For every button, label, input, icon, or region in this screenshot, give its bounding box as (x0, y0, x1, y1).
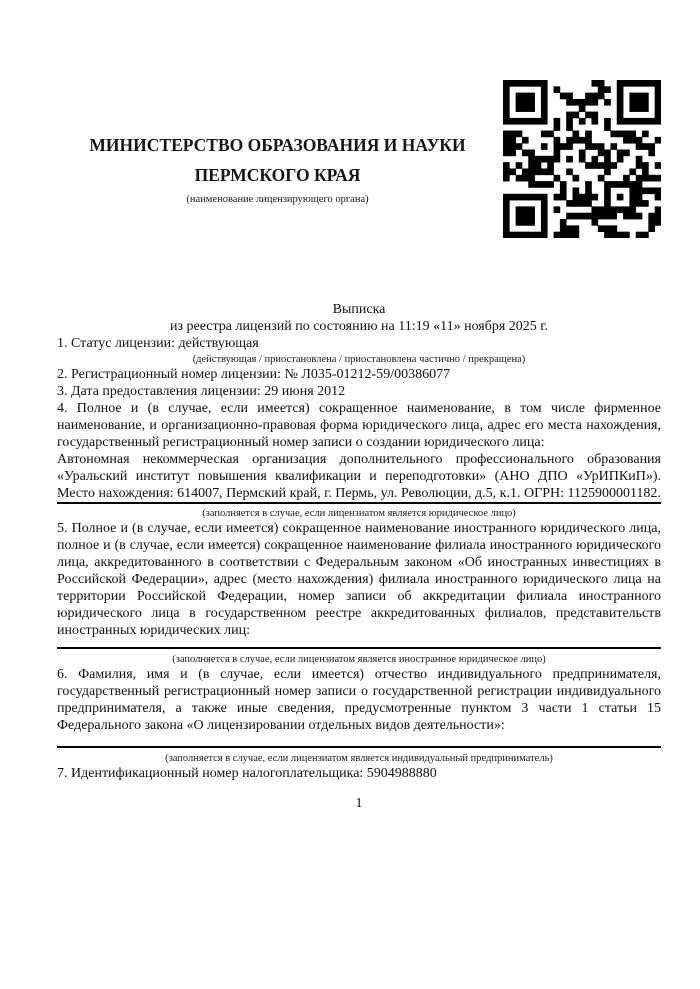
item-7-taxpayer-number: 7. Идентификационный номер налогоплательщика: 5904988880 (57, 766, 437, 781)
item-4-legal-entity-value: Автономная некоммерческая организация дополнительного профессионального образования «Уральский институт повышения квалификации и переподготовки» (АНО ДПО «УрИПКиП»). Место нахождения: 614007, Пермский край, г. Пермь, ул. Революции, д.5, к.1. ОГРН: 1125900001182. (57, 452, 661, 501)
item-1-license-status: 1. Статус лицензии: действующая (57, 336, 259, 351)
ministry-name-line2: ПЕРМСКОГО КРАЯ (194, 165, 361, 185)
document-title (57, 301, 661, 335)
item-1-status-options-caption: (действующая / приостановлена / приостановлена частично / прекращена) (192, 354, 526, 365)
ministry-name-line1: МИНИСТЕРСТВО ОБРАЗОВАНИЯ И НАУКИ (89, 135, 466, 155)
document-title-line2: из реестра лицензий по состоянию на 11:19 «11» ноября 2025 г. (170, 319, 548, 334)
item-5-fill-line (57, 647, 661, 649)
page-number: 1 (355, 796, 363, 811)
document-title-line1: Выписка (332, 302, 386, 317)
item-4-fill-line (57, 502, 661, 504)
item-6-fill-line (57, 746, 661, 748)
item-2-registration-number: 2. Регистрационный номер лицензии: № Л035-01212-59/00386077 (57, 367, 451, 382)
item-6-caption: (заполняется в случае, если лицензиатом является индивидуальный предприниматель) (165, 753, 553, 764)
item-5-caption: (заполняется в случае, если лицензиатом является иностранное юридическое лицо) (172, 654, 546, 665)
item-5-foreign-entity-heading: 5. Полное и (в случае, если имеется) сокращенное наименование иностранного юридического лица, полное и (в случае, если имеется) сокращенное наименование филиала иностранного юридического лица, аккредитованного в соответствии с Федеральным законом «Об иностранных инвестициях в Российской Федерации», адрес (место нахождения) филиала иностранного юридического лица на территории Российской Федерации, номер записи об аккредитации филиала иностранного юридического лица в государственном реестре аккредитованных филиалов, представительств иностранных юридических лиц: (57, 521, 661, 638)
licensing-authority-caption: (наименование лицензирующего органа) (186, 194, 369, 205)
item-4-legal-entity-heading: 4. Полное и (в случае, если имеется) сокращенное наименование, в том числе фирменное наименование, и организационно-правовая форма юридического лица, адрес его места нахождения, государственный регистрационный номер записи о создании юридического лица: (57, 401, 661, 450)
item-4-caption: (заполняется в случае, если лицензиатом является юридическое лицо) (202, 508, 516, 519)
item-3-license-grant-date: 3. Дата предоставления лицензии: 29 июня 2012 (57, 384, 346, 399)
item-6-entrepreneur-heading: 6. Фамилия, имя и (в случае, если имеется) отчество индивидуального предпринимателя, государственный регистрационный номер записи о государственной регистрации индивидуального предпринимателя, а также иные сведения, предусмотренные пунктом 3 части 1 статьи 15 Федерального закона «О лицензировании отдельных видов деятельности»: (57, 667, 661, 733)
document-body (57, 0, 661, 812)
